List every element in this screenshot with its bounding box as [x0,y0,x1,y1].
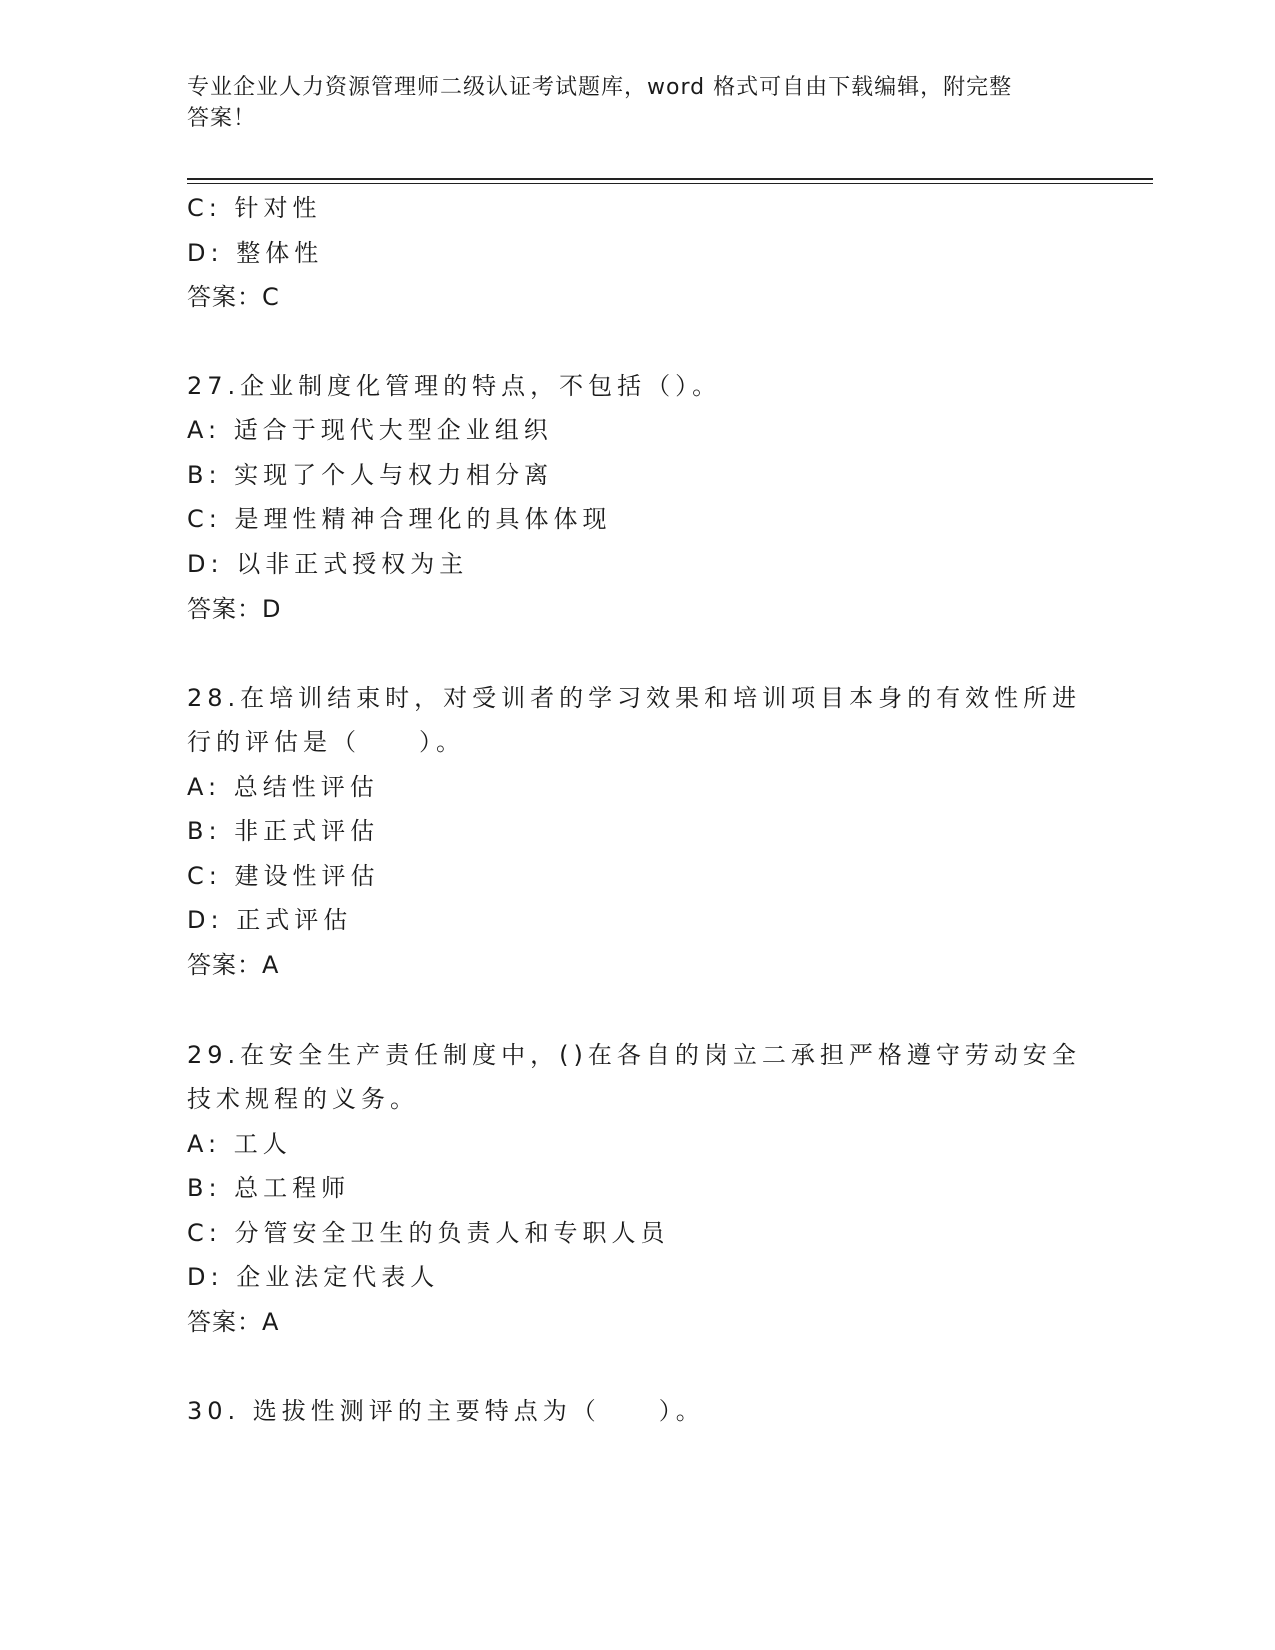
document-header [187,72,1067,134]
question-28: 28.在培训结束时，对受训者的学习效果和培训项目本身的有效性所进 [187,684,1082,712]
option-a: A: 适合于现代大型企业组织 [187,416,553,444]
answer: 答案：A [187,1308,280,1336]
option-b: B: 实现了个人与权力相分离 [187,461,554,489]
question-28-continued: 行的评估是（ ）。 [187,728,465,756]
header-divider-thin [187,183,1153,184]
question-27: 27.企业制度化管理的特点，不包括（）。 [187,372,722,400]
option-d: D: 企业法定代表人 [187,1263,440,1291]
question-30: 30. 选拔性测评的主要特点为（ ）。 [187,1397,705,1425]
header-divider-thick [187,178,1153,180]
option-d: D: 正式评估 [187,906,353,934]
option-b: B: 非正式评估 [187,817,380,845]
answer: 答案：C [187,283,280,311]
option-c: C: 针对性 [187,194,322,222]
option-c: C: 分管安全卫生的负责人和专职人员 [187,1219,670,1247]
option-a: A: 工人 [187,1130,292,1158]
header-line-1: 专业企业人力资源管理师二级认证考试题库，word 格式可自由下载编辑，附完整 [187,75,1013,100]
option-d: D: 以非正式授权为主 [187,550,469,578]
answer: 答案：A [187,951,280,979]
answer: 答案：D [187,595,282,623]
option-a: A: 总结性评估 [187,773,379,801]
header-line-2: 答案！ [187,106,257,131]
option-c: C: 是理性精神合理化的具体体现 [187,505,612,533]
option-b: B: 总工程师 [187,1174,351,1202]
question-29-continued: 技术规程的义务。 [187,1085,419,1113]
option-c: C: 建设性评估 [187,862,380,890]
question-29: 29.在安全生产责任制度中，()在各自的岗立二承担严格遵守劳动安全 [187,1041,1081,1069]
option-d: D: 整体性 [187,239,324,267]
